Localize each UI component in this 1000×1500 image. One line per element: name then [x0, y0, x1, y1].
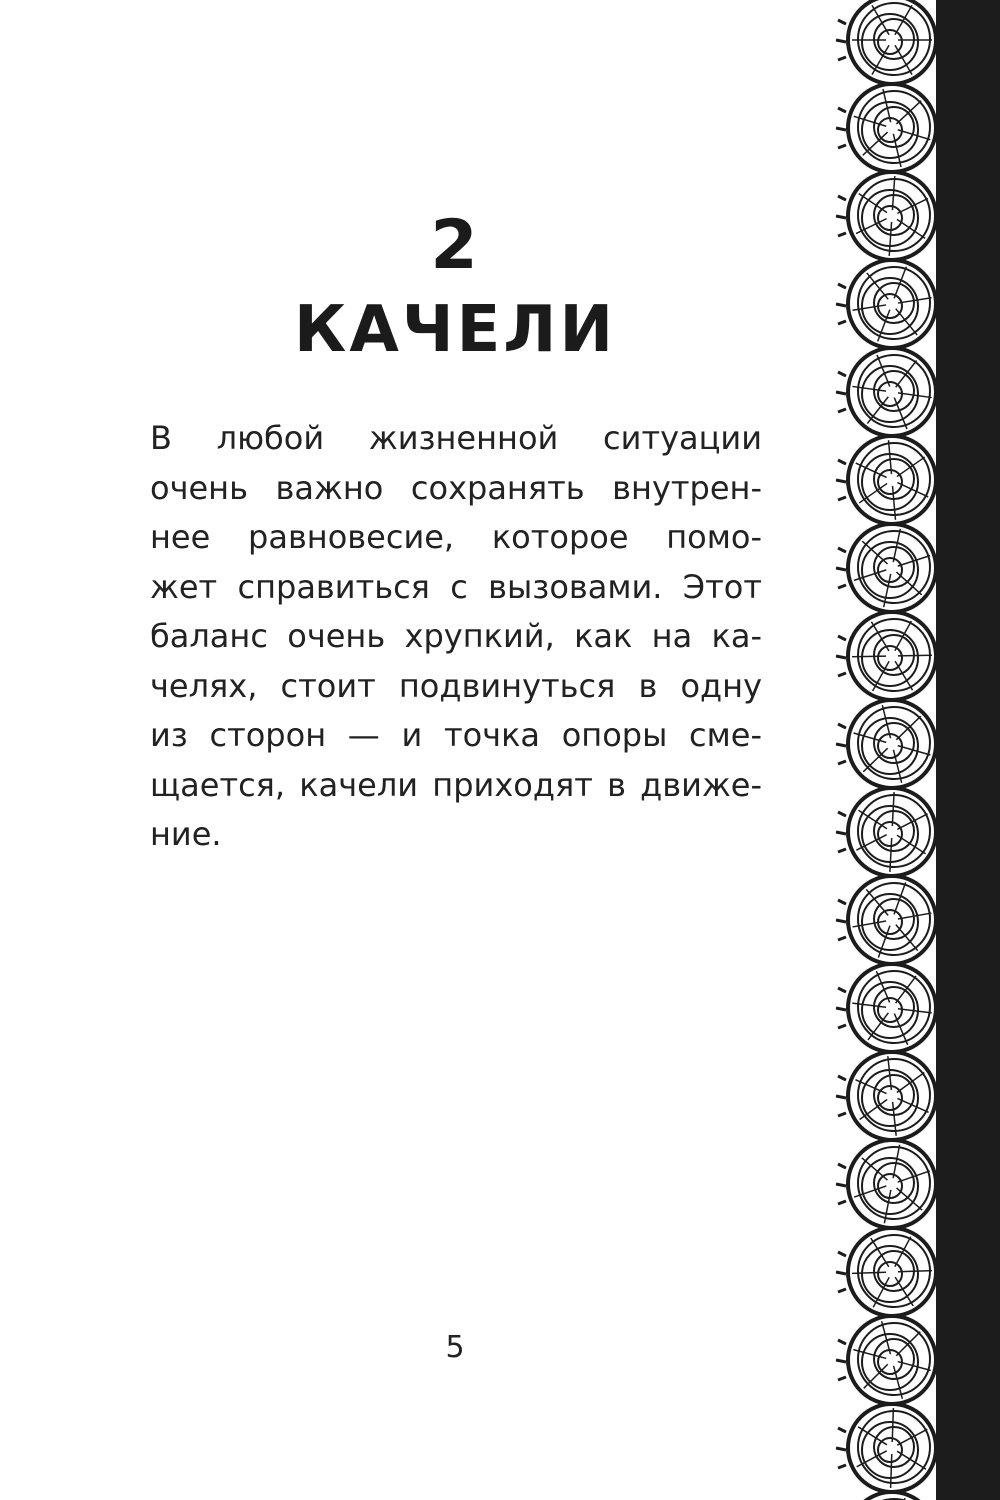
- body-line: В любой жизненной ситуации: [150, 419, 762, 457]
- wood-log-border-icon: [826, 0, 1000, 1500]
- wood-log-icon: [836, 260, 936, 348]
- body-line: нее равновесие, которое помо-: [150, 518, 762, 556]
- body-line: очень важно сохранять внутрен-: [150, 468, 762, 507]
- wood-log-icon: [836, 524, 936, 612]
- wood-log-icon: [836, 964, 936, 1052]
- wood-log-icon: [836, 612, 936, 700]
- wood-log-icon: [836, 700, 936, 788]
- body-line: челях, стоит подвинуться в одну: [150, 666, 762, 705]
- wood-log-icon: [836, 84, 936, 172]
- body-line: жет справиться с вызовами. Этот: [150, 567, 762, 606]
- chapter-title: КАЧЕЛИ: [294, 293, 616, 367]
- body-line: щается, качели приходят в движе-: [150, 765, 762, 804]
- wood-log-icon: [836, 172, 936, 260]
- wood-log-icon: [836, 1228, 936, 1316]
- wood-log-icon: [836, 1052, 936, 1140]
- wood-log-icon: [836, 436, 936, 524]
- wood-log-icon: [836, 788, 936, 876]
- wood-log-icon: [836, 1140, 936, 1228]
- body-line: из сторон — и точка опоры сме-: [150, 716, 762, 754]
- body-line: ние.: [150, 815, 222, 853]
- wood-log-icon: [836, 0, 936, 84]
- wood-log-icon: [836, 876, 936, 964]
- wood-log-icon: [836, 1316, 936, 1404]
- chapter-number: 2: [430, 206, 480, 285]
- wood-log-icon: [836, 1404, 936, 1492]
- wood-log-icon: [836, 348, 936, 436]
- page-number: 5: [445, 1330, 465, 1365]
- body-paragraph: [150, 414, 762, 860]
- wood-log-icon: [836, 1492, 936, 1500]
- body-line: баланс очень хрупкий, как на ка-: [150, 617, 762, 655]
